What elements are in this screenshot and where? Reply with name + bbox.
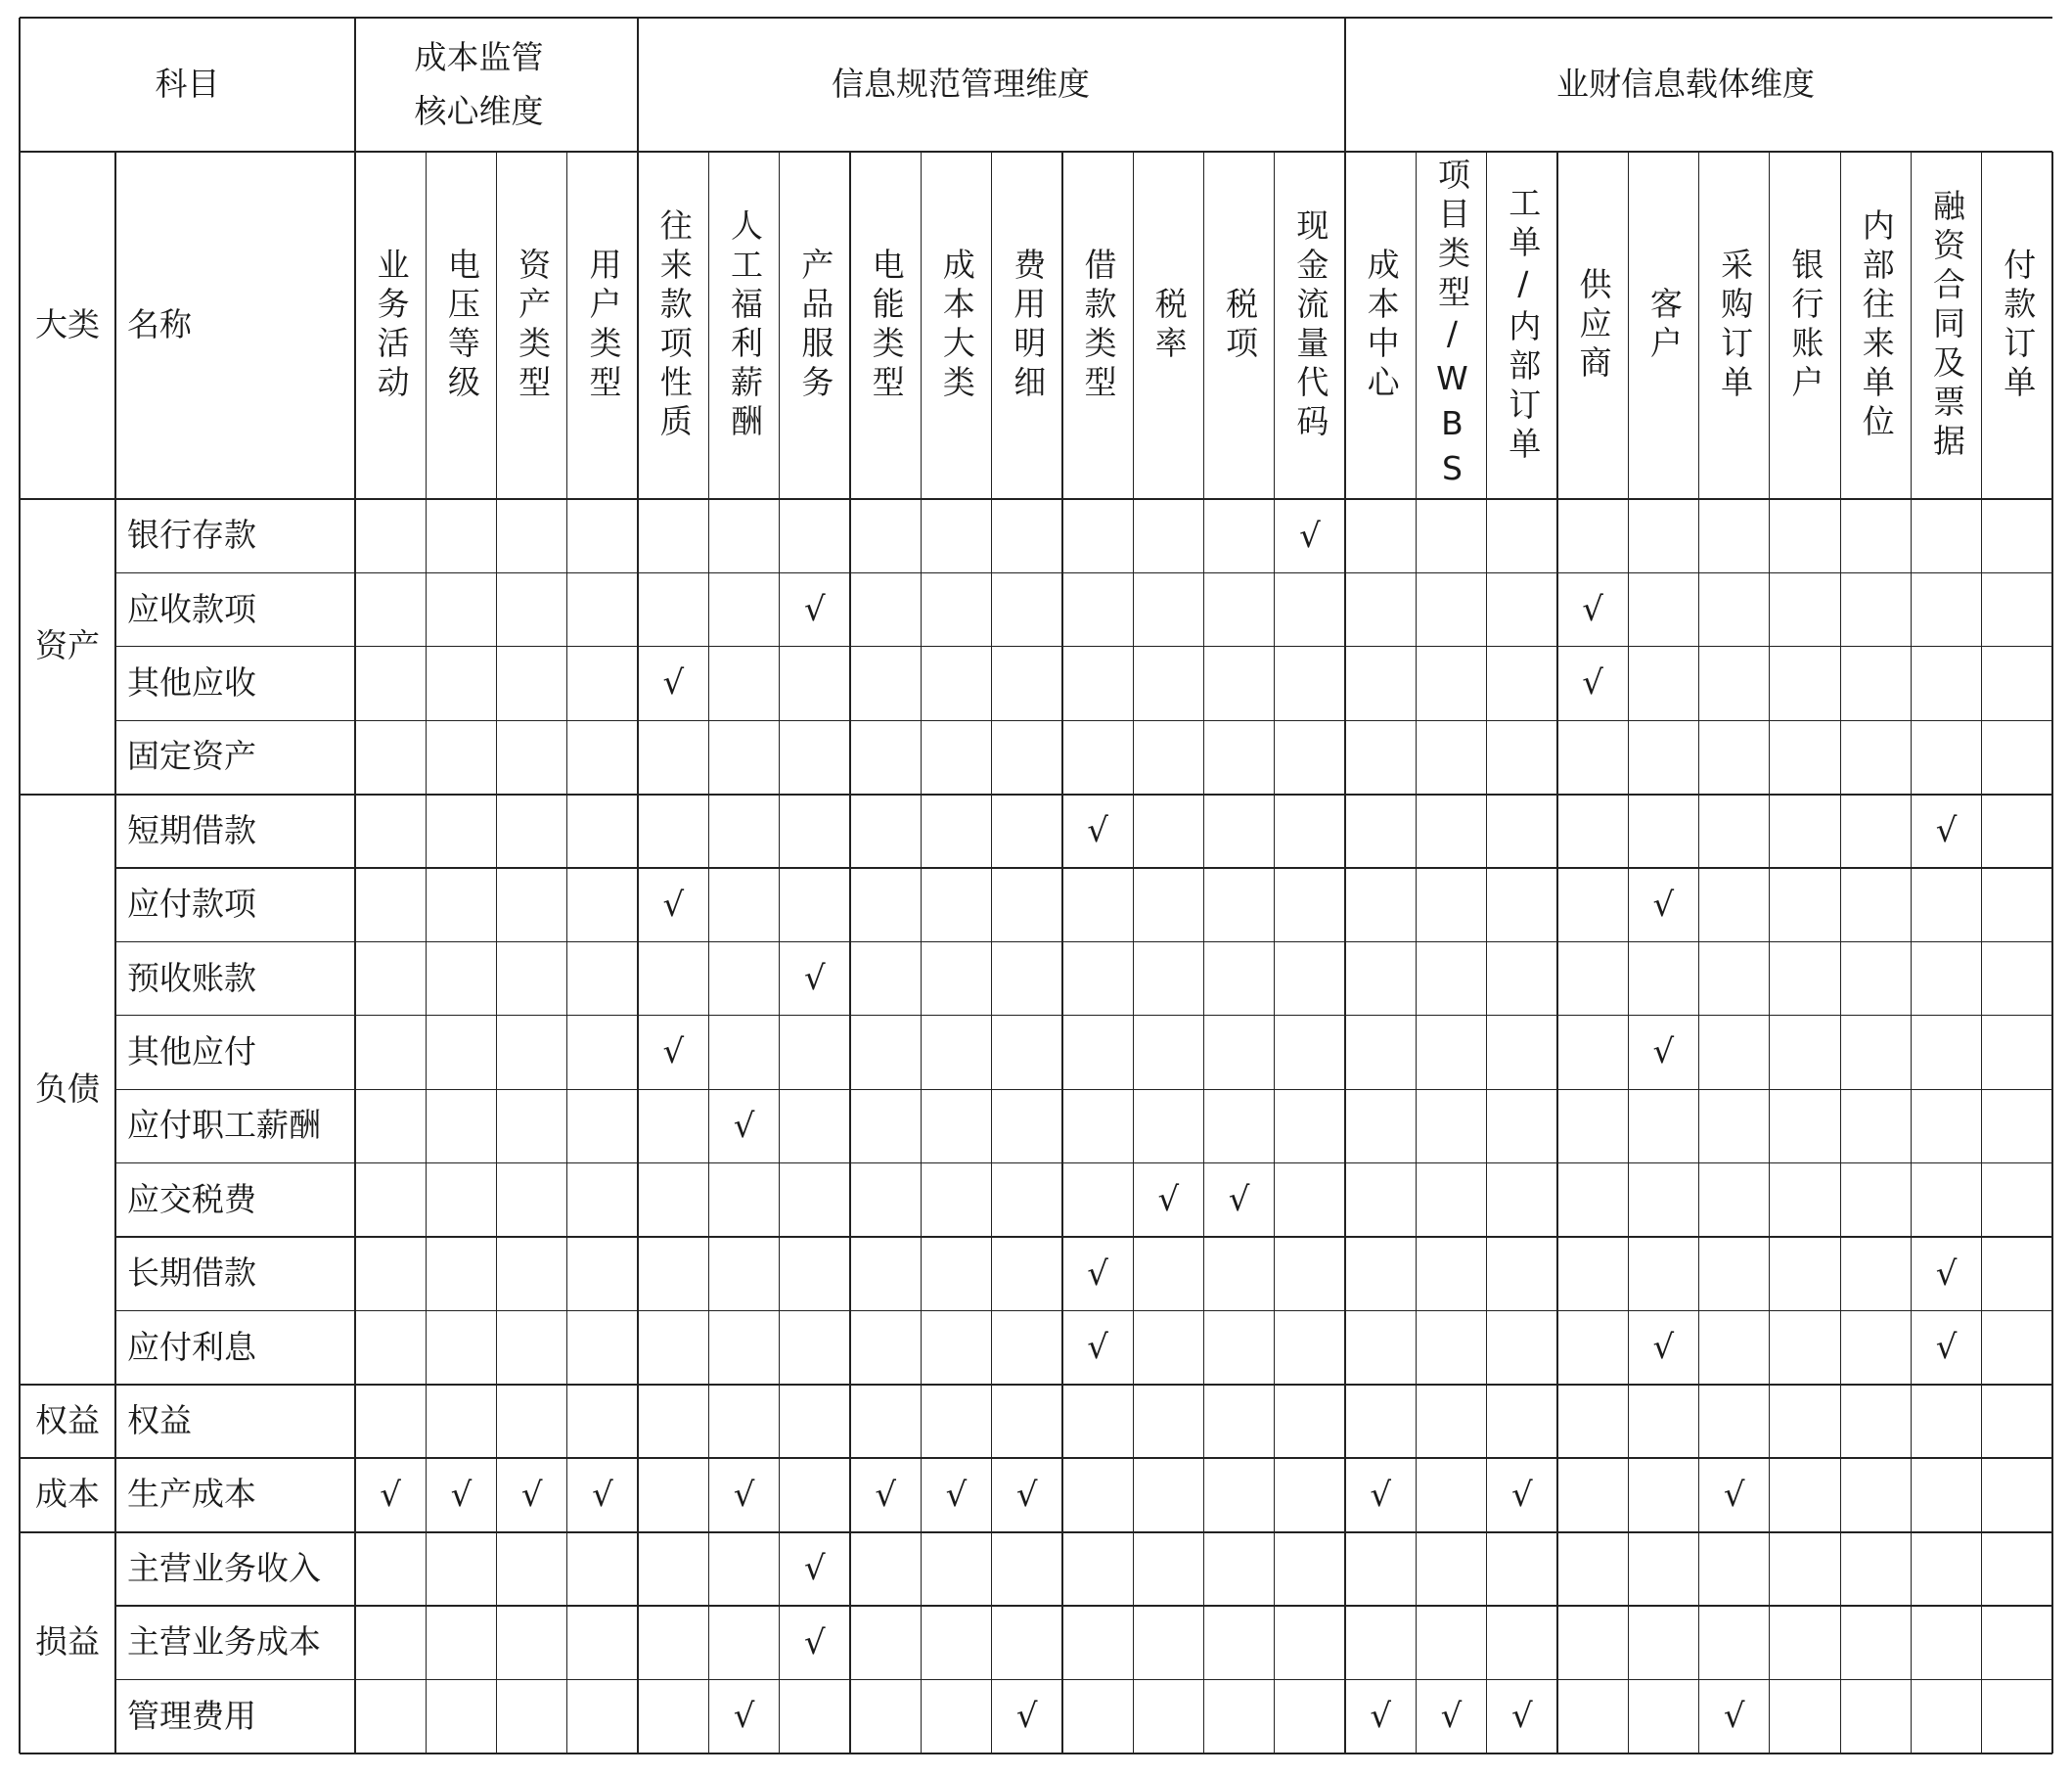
category-2: 权益	[35, 1401, 100, 1440]
header-business-carrier: 业财信息载体维度	[1556, 65, 1815, 104]
check-mark-r11-c18: √	[1652, 1327, 1675, 1367]
row-name-4: 短期借款	[127, 810, 256, 849]
row-name-16: 管理费用	[127, 1696, 256, 1735]
header-cost-core-line1: 成本监管	[414, 37, 544, 76]
row-name-13: 生产成本	[127, 1475, 256, 1514]
column-header-16: 工单/内部订单	[1504, 185, 1543, 466]
row-name-0: 银行存款	[127, 516, 256, 555]
row-name-1: 应收款项	[127, 589, 256, 628]
col-line-17	[1556, 152, 1557, 1753]
header-cost-core	[355, 18, 603, 152]
category-divider	[114, 152, 115, 1753]
header-subject: 科目	[155, 65, 220, 104]
row-name-10: 长期借款	[127, 1253, 256, 1293]
category-4: 损益	[35, 1622, 100, 1662]
col-line-1	[426, 152, 427, 1753]
check-mark-r2-c4: √	[662, 663, 685, 704]
check-mark-r13-c7: √	[875, 1475, 896, 1515]
row-line-16	[115, 1679, 2052, 1680]
column-header-17: 供应商	[1574, 266, 1613, 385]
check-mark-r4-c10: √	[1087, 811, 1108, 851]
col-line-11	[1133, 152, 1134, 1753]
col-line-15	[1416, 152, 1417, 1753]
header-name: 名称	[127, 305, 192, 344]
check-mark-r2-c17: √	[1582, 663, 1603, 704]
row-name-2: 其他应收	[127, 663, 256, 703]
check-mark-r11-c10: √	[1087, 1327, 1108, 1367]
check-mark-r16-c16: √	[1510, 1696, 1533, 1736]
column-header-13: 现金流量代码	[1291, 207, 1330, 443]
row-name-8: 应付职工薪酬	[127, 1106, 321, 1145]
row-line-12	[20, 1384, 2052, 1386]
col-line-16	[1486, 152, 1487, 1753]
col-line-12	[1203, 152, 1204, 1753]
column-header-9: 费用明细	[1009, 247, 1048, 404]
check-mark-r4-c22: √	[1935, 811, 1958, 851]
check-mark-r16-c5: √	[733, 1696, 755, 1736]
column-header-4: 往来款项性质	[654, 207, 694, 443]
check-mark-r7-c4: √	[662, 1032, 685, 1072]
row-name-9: 应交税费	[127, 1179, 256, 1218]
col-line-8	[921, 152, 922, 1753]
check-mark-r11-c22: √	[1935, 1327, 1958, 1367]
column-header-15: 项目类型/WBS	[1432, 157, 1471, 494]
row-line-10	[115, 1236, 2052, 1237]
header-bottom	[20, 498, 2052, 500]
col-line-18	[1628, 152, 1629, 1753]
check-mark-r7-c18: √	[1652, 1032, 1675, 1072]
column-header-5: 人工福利薪酬	[726, 207, 765, 443]
check-mark-r15-c6: √	[804, 1622, 826, 1662]
check-mark-r13-c16: √	[1510, 1475, 1533, 1515]
column-header-14: 成本中心	[1362, 247, 1401, 404]
check-mark-r0-c13: √	[1299, 516, 1321, 556]
border-left	[19, 18, 20, 1753]
row-line-5	[115, 867, 2052, 868]
row-line-13	[20, 1457, 2052, 1459]
column-header-10: 借款类型	[1079, 247, 1118, 404]
check-mark-r13-c5: √	[733, 1475, 755, 1515]
header-category: 大类	[35, 305, 100, 344]
column-header-3: 用户类型	[584, 247, 623, 404]
col-line-21	[1840, 152, 1841, 1753]
row-name-7: 其他应付	[127, 1032, 256, 1071]
check-mark-r13-c2: √	[520, 1475, 543, 1515]
check-mark-r1-c17: √	[1582, 589, 1603, 629]
border-right	[2051, 152, 2052, 1753]
border-top	[20, 17, 2052, 19]
row-line-1	[115, 572, 2052, 573]
row-line-11	[115, 1310, 2052, 1311]
col-line-20	[1769, 152, 1770, 1753]
row-line-4	[20, 794, 2052, 796]
category-3: 成本	[35, 1475, 100, 1514]
row-name-3: 固定资产	[127, 737, 256, 776]
header-divider	[20, 151, 2052, 153]
column-header-20: 银行账户	[1786, 247, 1825, 404]
row-name-15: 主营业务成本	[127, 1622, 321, 1662]
check-mark-r5-c18: √	[1652, 885, 1675, 925]
header-info-standard: 信息规范管理维度	[832, 65, 1090, 104]
category-0: 资产	[35, 626, 100, 665]
col-line-10	[1061, 152, 1062, 1753]
column-header-23: 付款订单	[1999, 247, 2038, 404]
row-line-14	[20, 1531, 2052, 1533]
check-mark-r10-c22: √	[1935, 1253, 1958, 1294]
check-mark-r16-c14: √	[1370, 1696, 1392, 1736]
check-mark-r9-c11: √	[1157, 1180, 1180, 1220]
row-line-9	[115, 1162, 2052, 1163]
category-1: 负债	[35, 1069, 100, 1108]
row-name-11: 应付利息	[127, 1327, 256, 1366]
col-line-6	[779, 152, 780, 1753]
name-divider	[354, 18, 356, 1753]
row-line-8	[115, 1089, 2052, 1090]
col-line-13	[1274, 152, 1275, 1753]
col-line-5	[708, 152, 709, 1753]
check-mark-r13-c8: √	[945, 1475, 968, 1515]
check-mark-r8-c5: √	[733, 1106, 755, 1146]
row-line-7	[115, 1015, 2052, 1016]
check-mark-r13-c14: √	[1370, 1475, 1392, 1515]
col-line-3	[566, 152, 567, 1753]
column-header-18: 客户	[1644, 286, 1684, 365]
check-mark-r10-c10: √	[1087, 1253, 1108, 1294]
row-line-3	[115, 720, 2052, 721]
col-line-19	[1698, 152, 1699, 1753]
row-line-6	[115, 941, 2052, 942]
border-bottom	[20, 1753, 2052, 1754]
col-line-2	[496, 152, 497, 1753]
check-mark-r13-c9: √	[1015, 1475, 1038, 1515]
col-line-7	[849, 152, 850, 1753]
check-mark-r13-c0: √	[380, 1475, 401, 1515]
check-mark-r13-c19: √	[1723, 1475, 1745, 1515]
column-header-11: 税率	[1149, 286, 1189, 365]
check-mark-r14-c6: √	[804, 1549, 826, 1589]
col-line-14	[1344, 18, 1346, 1753]
column-header-12: 税项	[1221, 286, 1260, 365]
check-mark-r16-c15: √	[1440, 1696, 1463, 1736]
col-line-22	[1911, 152, 1912, 1753]
row-name-5: 应付款项	[127, 885, 256, 924]
column-header-7: 电能类型	[867, 247, 906, 404]
column-header-6: 产品服务	[796, 247, 835, 404]
row-line-15	[115, 1605, 2052, 1606]
header-cost-core-line2: 核心维度	[414, 91, 544, 130]
column-header-0: 业务活动	[372, 247, 411, 404]
check-mark-r5-c4: √	[662, 885, 685, 925]
check-mark-r6-c6: √	[804, 958, 826, 998]
col-line-4	[637, 18, 639, 1753]
row-line-2	[115, 646, 2052, 647]
check-mark-r13-c3: √	[592, 1475, 613, 1515]
column-header-2: 资产类型	[514, 247, 553, 404]
column-header-1: 电压等级	[442, 247, 481, 404]
column-header-8: 成本大类	[937, 247, 976, 404]
row-name-14: 主营业务收入	[127, 1548, 321, 1587]
check-mark-r9-c12: √	[1228, 1180, 1250, 1220]
row-name-6: 预收账款	[127, 958, 256, 997]
col-line-9	[991, 152, 992, 1753]
column-header-19: 采购订单	[1716, 247, 1755, 404]
check-mark-r16-c9: √	[1015, 1696, 1038, 1736]
col-line-23	[1981, 152, 1982, 1753]
column-header-21: 内部往来单位	[1857, 207, 1896, 443]
check-mark-r16-c19: √	[1723, 1696, 1745, 1736]
column-header-22: 融资合同及票据	[1928, 188, 1966, 463]
check-mark-r1-c6: √	[804, 589, 826, 629]
row-name-12: 权益	[127, 1401, 192, 1440]
check-mark-r13-c1: √	[450, 1475, 473, 1515]
